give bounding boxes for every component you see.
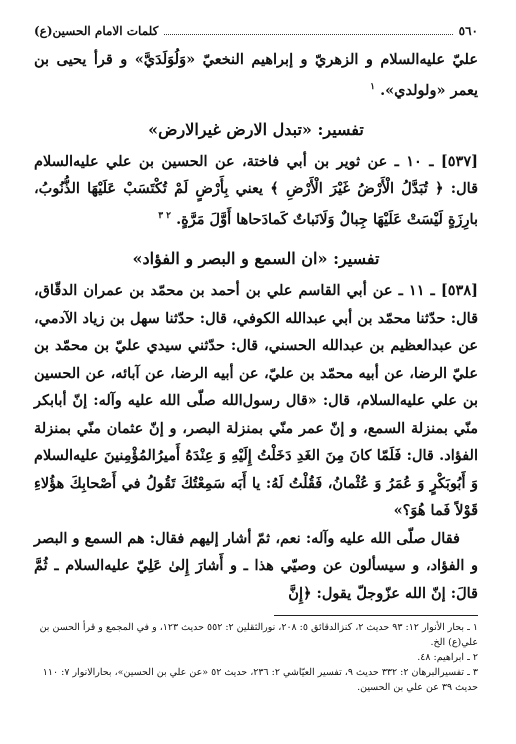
hadith-537-text: [٥٣٧] ـ ١٠ ـ عن ثوير بن أبي فاختة، عن الحسين بن علي عليه‌السلام قال: ﴿ تُبَدَّلُ الْأَرْضُ غَيْرَ الْأَرْضِ ﴾ يعني بِأَرْضٍ لَمْ تُكْتَسَبْ عَلَيْهَا الذُّنُوبُ، بارِزَةٍ لَيْسَتْ عَلَيْهَا جِبالٌ وَلَانَباتٌ كَمادَحاها أَوَّلَ مَرَّةٍ.: [34, 152, 478, 228]
hadith-538-text: [٥٣٨] ـ ١١ ـ عن أبي القاسم علي بن أحمد بن محمّد بن عمران الدقّاق، قال: حدّثنا محمّد بن أبي عبدالله الكوفي، قال: حدّثنا سهل بن زياد الآدمي، عن عبدالعظيم بن عبدالله الحسني، قال: حدّثني سيدي عليّ بن محمّد بن عليّ الرضا، عن أبيه محمّد بن عليّ، عن أبيه الرضا، عن آبائه، عن الحسين بن علي عليه‌السلام، قال: «قال رسول‌الله صلّى الله عليه وآله: إنّ أبابكر منّي بمنزلة السمع، و إنّ عمر منّي بمنزلة البصر، و إنّ عثمان منّي بمنزلة الفؤاد. قال: فَلَمّا كانَ مِنَ الغَدِ دَخَلْتُ إِلَيْهِ وَ عِنْدَهُ أَميرُالمُؤْمِنينَ عليه‌السلام وَ أَبُوبَكْرٍ وَ عُمَرُ وَ عُثْمانُ، فَقُلْتُ لَهُ: يا أَبَه سَمِعْتُكَ تَقُولُ في أَصْحابِكَ هؤُلاءِ قَوْلاً فَما هُوَ؟»: [34, 282, 478, 520]
intro-paragraph: [34, 46, 478, 104]
footnote-divider: [274, 615, 478, 616]
header-dotted-leader: [164, 34, 452, 35]
footnote-2: ٢ ـ ابراهيم: ٤٨.: [417, 652, 478, 664]
footnotes: [34, 620, 478, 695]
page-number: ٥٦٠: [458, 24, 478, 38]
footnote-3: ٣ ـ تفسيرالبرهان ٢: ٣٣٢ حديث ٩، تفسير العيّاشي ٢: ٢٣٦، حديث ٥٢ «عن علي بن الحسين»، بحارالانوار ٧: ١١٠ حديث ٣٩ عن علي بن الحسين.: [42, 667, 478, 694]
footnote-marks-2-3: ٢ ٣: [158, 210, 172, 221]
running-header: [34, 22, 478, 40]
book-title: كلمات الامام الحسين(ع): [34, 24, 159, 38]
intro-text: عليّ عليه‌السلام و الزهريّ و إبراهيم النخعيّ «وَلُوَلَدَيَّ» و قرأ يحيى بن يعمر «ولولدي».: [34, 51, 478, 99]
footnote-mark-1: ١: [370, 81, 375, 92]
section-title-2: تفسير: «ان السمع و البصر و الفؤاد»: [132, 249, 380, 269]
hadith-538: [34, 277, 478, 525]
hadith-537: [34, 148, 478, 233]
footnote-1: ١ ـ بحار الأنوار ١٢: ٩٣ حديث ٢، كنزالدقائق ٥: ٢٠٨، نورالثقلين ٢: ٥٥٢ حديث ١٢٣، و في المجمع و قرأ الحسن بن علي(ع) الخ.: [39, 622, 478, 649]
section-title-1: تفسير: «تبدل الارض غيرالارض»: [148, 119, 364, 139]
hadith-538-continued-text: فقال صلّى الله عليه وآله: نعم، ثمّ أشار إليهم فقال: هم السمع و البصر و الفؤاد، و سيسألون عن وصيّي هذا ـ و أَشارَ إِلىٰ عَلِيّ عليه‌السلام ـ ثُمَّ قالَ: إنّ الله عزّوجلّ يقول: ﴿إِنَّ: [34, 529, 478, 602]
hadith-538-continued: [34, 525, 478, 608]
